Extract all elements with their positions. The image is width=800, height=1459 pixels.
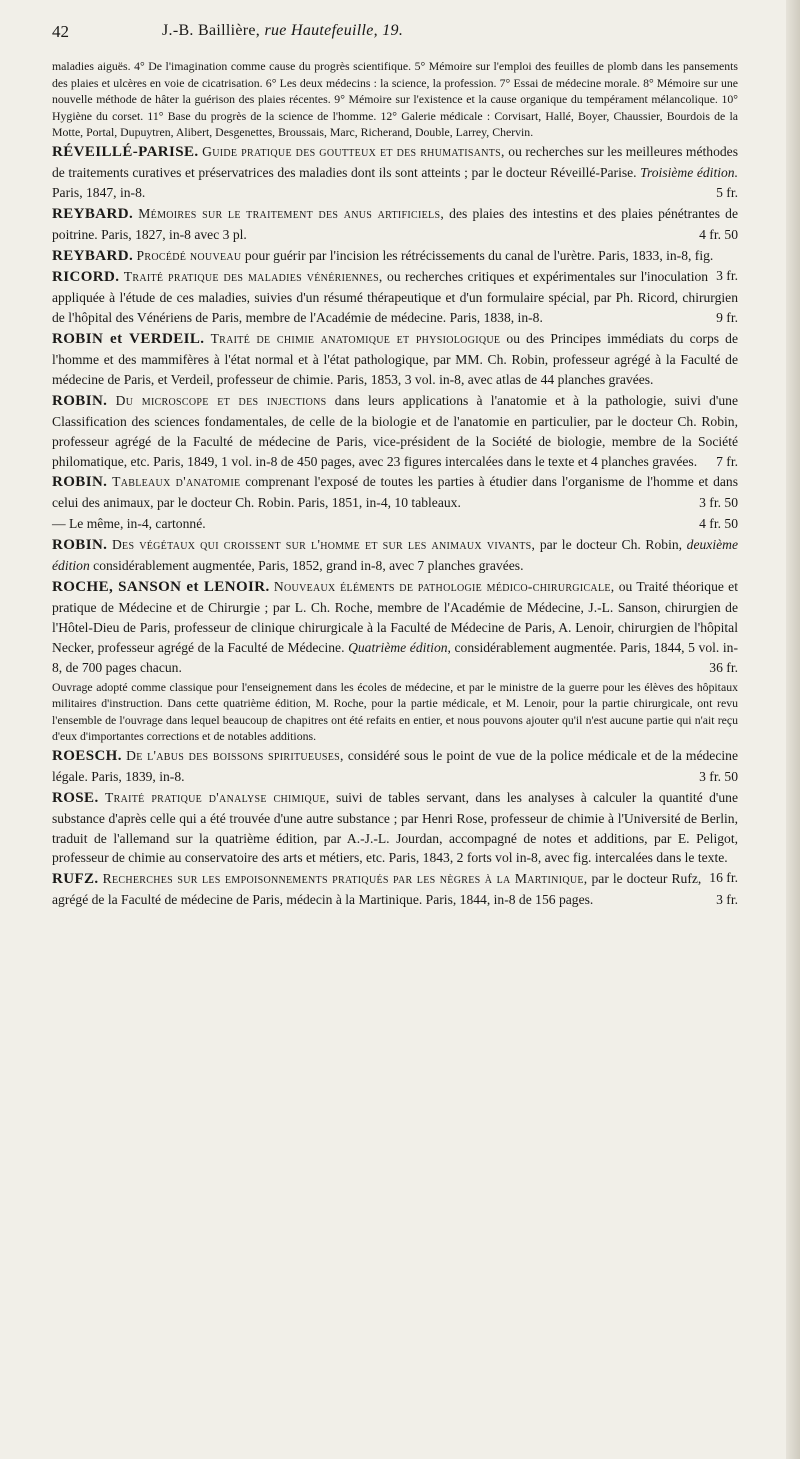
- entry-author: RÉVEILLÉ-PARISE.: [52, 143, 199, 160]
- entry-title: Tableaux d'anatomie: [112, 474, 241, 490]
- entry-text: dans leurs applications à l'anatomie et à la pathologie, suivi d'une Classification des sciences fondamentales, de celle de la biologie et de l'anatomie en particulier, par le docteur Ch. Robin, professeur agrégé de la Faculté de médecine de Paris, vice-président de la Société de biologie, membre de la Société philomatique, etc. Paris, 1849, 1 vol. in-8 de 450 pages, avec 23 figures intercalées dans le texte et 4 planches gravées.: [52, 392, 739, 469]
- entry-rufz: [52, 869, 738, 910]
- running-head-author: J.-B. Baillière,: [162, 22, 261, 39]
- running-head: [162, 22, 403, 40]
- entry-price: 9 fr.: [716, 310, 738, 326]
- catalogue-body: [52, 58, 738, 911]
- entry-author: ROBIN.: [52, 392, 108, 409]
- entry-price: 3 fr. 50: [699, 495, 738, 511]
- entry-text: — Le même, in-4, cartonné.: [52, 516, 206, 532]
- entry-text: ou des Principes immédiats du corps de l'homme et des mammifères à l'état normal et à l'état pathologique, par MM. Ch. Robin, professeur agrégé à la Faculté de médecine de Paris, et Verdeil, professeur de chimie. Paris, 1853, 3 vol. in-8, avec atlas de 44 planches gravées.: [52, 331, 738, 387]
- entry-ricord: [52, 267, 738, 328]
- entry-text-continued: , considérablement augmentée. Paris, 1844, 5 vol. in-8, de 700 pages chacun.: [52, 639, 738, 675]
- entry-price: 36 fr.: [709, 659, 738, 675]
- entry-author: ROCHE, SANSON et LENOIR.: [52, 579, 270, 595]
- entry-roche-sanson-lenoir: [52, 577, 738, 678]
- entry-price: 3 fr.: [716, 268, 738, 284]
- entry-robin-verdeil: [52, 329, 738, 390]
- entry-edition: Troisième édition.: [640, 164, 738, 180]
- running-header: [52, 10, 752, 46]
- entry-price: 7 fr.: [716, 453, 738, 469]
- entry-text: comprenant l'exposé de toutes les parties à étudier dans l'organisme de l'homme et dans celui des animaux, par le docteur Ch. Robin. Paris, 1851, in-4, 10 tableaux.: [52, 474, 739, 511]
- entry-reveille-parise: [52, 142, 738, 203]
- entry-author: ROSE.: [52, 789, 99, 806]
- entry-title: Des végétaux qui croissent sur l'homme et sur les animaux vivants,: [111, 537, 536, 553]
- entry-text: par le docteur Rufz, agrégé de la Faculté de médecine de Paris, médecin à la Martinique. Paris, 1844, in-8 de 156 pages.: [52, 871, 702, 908]
- entry-price: 5 fr.: [716, 184, 738, 200]
- entry-author: ROBIN.: [52, 474, 108, 491]
- entry-edition: deuxième édition: [52, 537, 738, 574]
- entry-continuation: [52, 58, 738, 141]
- running-head-address: rue Hautefeuille, 19.: [264, 22, 404, 39]
- entry-price: 4 fr. 50: [699, 516, 738, 532]
- entry-text: ou recherches sur les meilleures méthodes de traitements curatives et préservatrices des maladies dont ils sont atteints ; par le docteur Réveillé-Parise.: [52, 143, 739, 180]
- entry-text: suivi de tables servant, dans les analyses à calculer la quantité d'une substance d'après celle qui a été trouvée d'une autre substance ; par Henri Rose, professeur de chimie à l'Université de Berlin, traduit de l'allemand sur la quatrième édition, par A.-J.-L. Jourdan, accompagné de notes et additions, par E. Peligot, professeur de chimie au conservatoire des arts et métiers, etc. Paris, 1843, 2 forts vol in-8, avec fig. intercalées dans le texte.: [52, 789, 738, 866]
- entry-text: considéré sous le point de vue de la police médicale et de la médecine légale. Paris, 1839, in-8.: [52, 747, 738, 784]
- entry-edition: Quatrième édition: [348, 639, 448, 655]
- page-gutter: [786, 0, 800, 1459]
- page-number: 42: [52, 22, 69, 41]
- entry-price: 16 fr.: [709, 870, 738, 886]
- entry-author: ROESCH.: [52, 747, 122, 764]
- entry-text: ou Traité théorique et pratique de Médecine et de Chirurgie ; par L. Ch. Roche, membre de l'Académie de Médecine, J.-L. Sanson, chirurgien de l'Hôtel-Dieu de Paris, professeur de clinique chirurgicale à la Faculté de Médecine de Paris, A. Lenoir, chirurgien de l'hôpital Necker, professeur agrégé de la Faculté de Médecine.: [52, 579, 738, 655]
- entry-text-continued: considérablement augmentée, Paris, 1852, grand in-8, avec 7 planches gravées.: [93, 558, 524, 574]
- entry-author: ROBIN.: [52, 537, 108, 554]
- entry-note-text: Ouvrage adopté comme classique pour l'enseignement dans les écoles de médecine, et par le ministre de la guerre pour les élèves des hôpitaux militaires d'instruction. Dans cette quatrième édition, M. Roche, pour la partie médicale, et M. Lenoir, pour la partie chirurgicale, ont revu l'ensemble de l'ouvrage dans lequel beaucoup de chapitres ont été refaits en entier, et nous pouvons ajouter qu'il n'est aucune partie qui n'ait reçu d'eux d'importantes corrections et de notables additions.: [52, 679, 738, 744]
- entry-author: RUFZ.: [52, 871, 99, 888]
- entry-title: Guide pratique des goutteux et des rhumatisants,: [202, 143, 505, 159]
- entry-title: Traité pratique des maladies vénériennes,: [123, 269, 383, 285]
- entry-title: Mémoires sur le traitement des anus artificiels,: [138, 205, 445, 221]
- entry-title: Traité de chimie anatomique et physiologique: [210, 331, 501, 347]
- entry-title: Procédé nouveau: [136, 247, 242, 263]
- entry-price: 3 fr.: [716, 892, 738, 908]
- entry-robin-vegetaux: [52, 535, 738, 576]
- entry-author: REYBARD.: [52, 205, 134, 222]
- entry-text: par le docteur Ch. Robin,: [539, 537, 683, 553]
- entry-title: Recherches sur les empoisonnements pratiqués par les nègres à la Martinique,: [102, 871, 588, 887]
- entry-price: 4 fr. 50: [699, 226, 738, 242]
- entry-text: maladies aiguës. 4° De l'imagination comme cause du progrès scientifique. 5° Mémoire sur l'emploi des feuilles de plomb dans les pansements des plaies et ulcères en voie de cicatrisation. 6° Les deux médecins : la science, la profession. 7° Essai de médecine morale. 8° Mémoire sur une nouvelle méthode de hâter la guérison des plaies récentes. 9° Mémoire sur l'existence et la cause organique du tempérament mélancolique. 10° Hygiène du corset. 11° Base du progrès de la science de l'homme. 12° Galerie médicale : Corvisart, Hallé, Boyer, Chaussier, Bourdois de la Motte, Portal, Dupuytren, Alibert, Desgenettes, Broussais, Marc, Richerand, Double, Larrey, Chervin.: [52, 59, 738, 140]
- entry-text: des plaies des intestins et des plaies pénétrantes de poitrine. Paris, 1827, in-8 avec 3 pl.: [52, 205, 738, 242]
- entry-price: 3 fr. 50: [699, 768, 738, 784]
- entry-author: ROBIN et VERDEIL.: [52, 331, 205, 348]
- entry-title: De l'abus des boissons spiritueuses,: [126, 747, 344, 763]
- entry-note: [52, 679, 738, 745]
- entry-publication: Paris, 1847, in-8.: [52, 184, 146, 200]
- entry-text: ou recherches critiques et expérimentales sur l'inoculation appliquée à l'étude de ces maladies, suivies d'un résumé thérapeutique et d'un formulaire spécial, par Ph. Ricord, chirurgien de l'hôpital des Vénériens de Paris, membre de l'Académie de médecine. Paris, 1838, in-8.: [52, 269, 738, 326]
- entry-author: REYBARD.: [52, 247, 134, 264]
- entry-author: RICORD.: [52, 269, 120, 286]
- entry-roesch: [52, 746, 738, 787]
- entry-robin-tableaux: [52, 472, 738, 513]
- entry-title: Nouveaux éléments de pathologie médico-chirurgicale,: [273, 579, 615, 594]
- entry-title: Du microscope et des injections: [115, 392, 327, 408]
- entry-robin-cartonne: [52, 514, 738, 534]
- entry-text: pour guérir par l'incision les rétrécissements du canal de l'urètre. Paris, 1833, in-8, fig.: [244, 247, 714, 263]
- entry-title: Traité pratique d'analyse chimique,: [105, 789, 330, 805]
- entry-reybard-1: [52, 204, 738, 245]
- entry-robin-microscope: [52, 391, 738, 472]
